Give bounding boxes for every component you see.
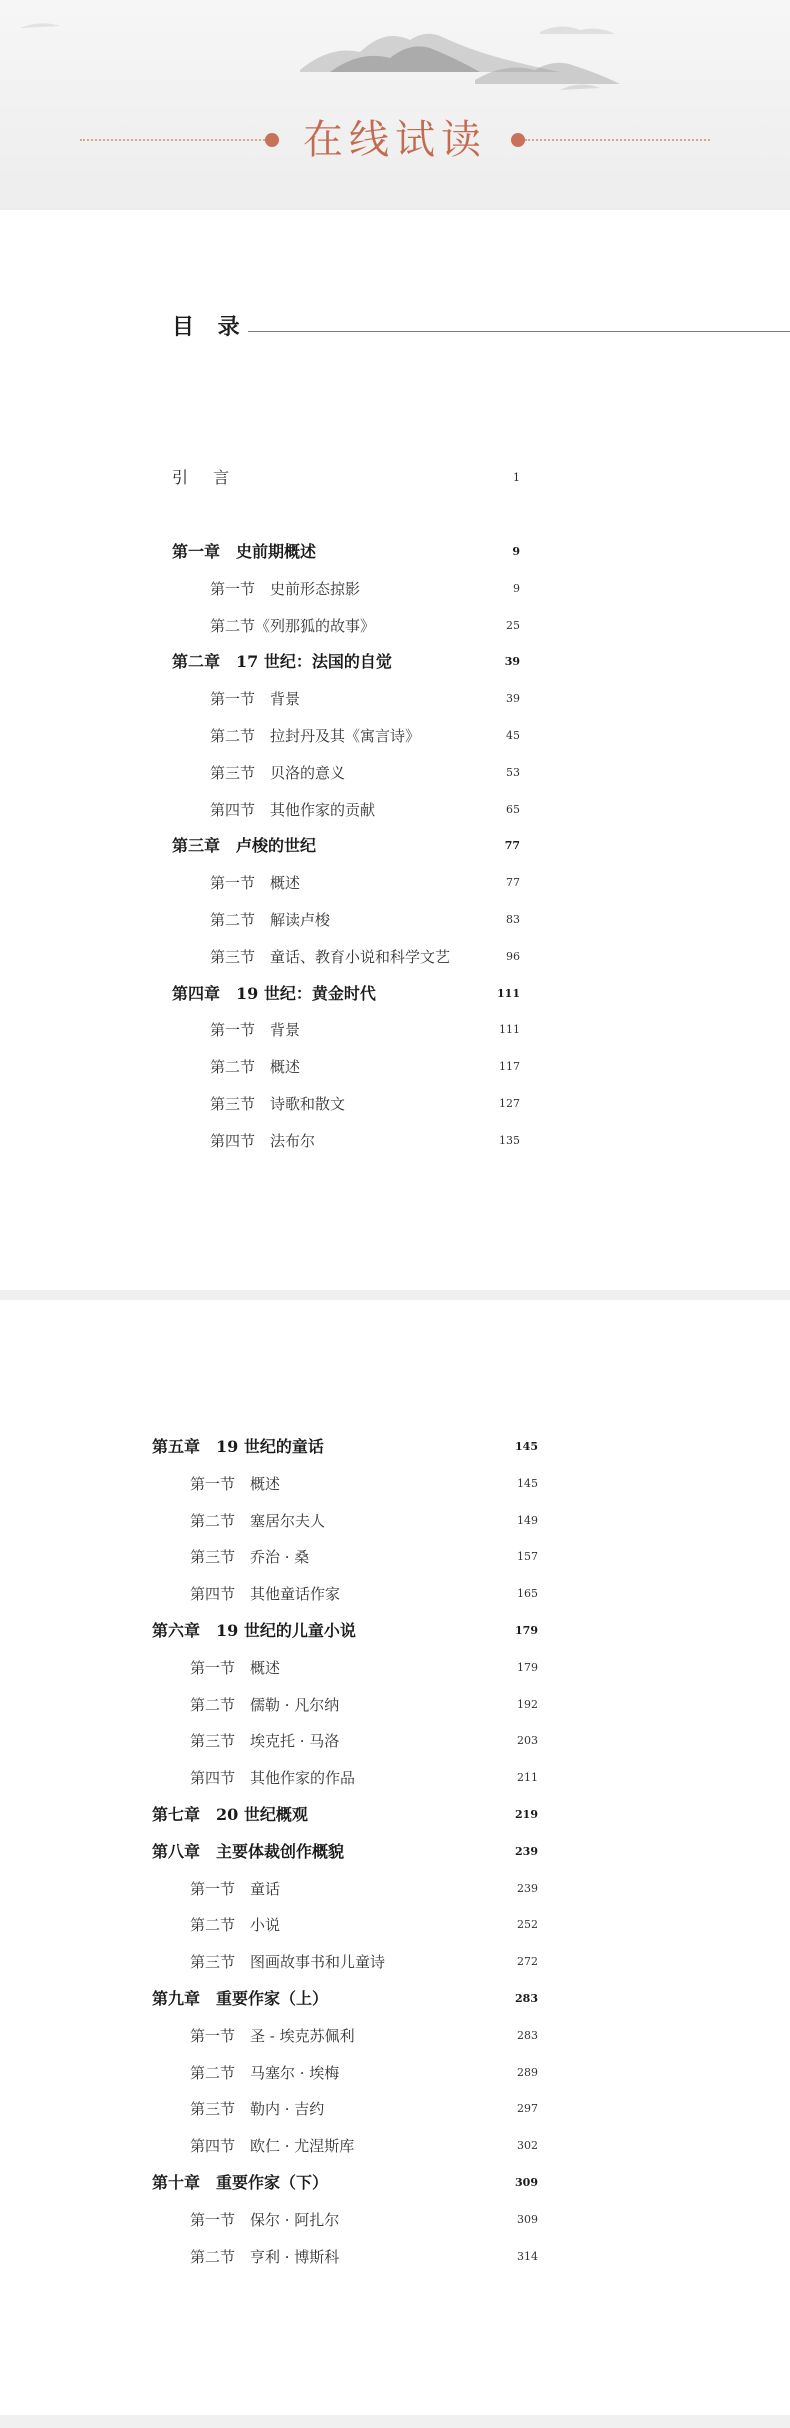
dot-ornament-right (511, 133, 525, 147)
toc-entry-page-number: 179 (515, 1624, 538, 1637)
toc-entry-title: 第一节 圣 - 埃克苏佩利 (190, 2026, 355, 2045)
toc-entry-page-number: 302 (517, 2139, 538, 2153)
toc-entry-title: 第一节 背景 (210, 1021, 301, 1040)
toc-entry-page-number: 219 (515, 1808, 538, 1821)
banner-title: 在线试读 (303, 117, 487, 163)
toc-entry-title: 第一节 保尔 · 阿扎尔 (190, 2210, 340, 2229)
toc-entry-page-number: 111 (499, 1023, 520, 1037)
toc-entry-page-number: 1 (513, 471, 520, 484)
toc-entry-title: 第四节 其他童话作家 (190, 1585, 341, 1604)
toc-entry-page-number: 145 (515, 1440, 538, 1453)
toc-entry-page-number: 117 (499, 1060, 520, 1074)
toc-entry-title: 第一节 概述 (190, 1474, 281, 1493)
toc-entry-page-number: 309 (517, 2212, 538, 2226)
toc-entry-page-number: 211 (517, 1771, 538, 1785)
toc-entry-title: 第三节 童话、教育小说和科学文艺 (210, 947, 451, 966)
toc-entry-title: 第五章 19 世纪的童话 (152, 1437, 324, 1456)
toc-entry-page-number: 192 (517, 1697, 538, 1711)
toc-entry-title: 第一节 概述 (210, 874, 301, 893)
mountain-ink-illustration (0, 0, 790, 110)
toc-entry-page-number: 149 (517, 1513, 538, 1527)
toc-entry-page-number: 9 (512, 545, 520, 558)
toc-entry-page-number: 53 (506, 765, 520, 779)
toc-list-page-1 (172, 210, 552, 1290)
toc-entry-title: 第四节 法布尔 (210, 1131, 316, 1150)
toc-entry-page-number: 272 (517, 1955, 538, 1969)
toc-entry-page-number: 239 (517, 1881, 538, 1895)
toc-entry-page-number: 83 (506, 913, 520, 926)
toc-entry-page-number: 25 (506, 618, 520, 632)
toc-entry-page-number: 203 (517, 1734, 538, 1748)
toc-entry-title: 第三节 贝洛的意义 (210, 763, 346, 782)
toc-entry-title: 第一节 史前形态掠影 (210, 579, 361, 598)
toc-entry-page-number: 297 (517, 2102, 538, 2116)
toc-entry-title: 第六章 19 世纪的儿童小说 (152, 1621, 356, 1640)
toc-entry-title: 第一章 史前期概述 (172, 542, 317, 561)
toc-entry-title: 第三节 埃克托 · 马洛 (190, 1732, 340, 1751)
toc-entry-title: 第一节 概述 (190, 1658, 281, 1677)
online-preview-banner (0, 0, 790, 210)
toc-entry-title: 第二章 17 世纪：法国的自觉 (172, 652, 392, 672)
toc-entry-title: 第一节 童话 (190, 1879, 281, 1898)
toc-heading: 目 录 (172, 314, 248, 340)
toc-entry-page-number: 289 (517, 2065, 538, 2079)
toc-entry-title: 第四节 欧仁 · 尤涅斯库 (190, 2137, 355, 2156)
toc-entry-page-number: 145 (517, 1476, 538, 1490)
toc-page-2 (0, 1300, 790, 2415)
toc-entry-title: 第二节 拉封丹及其《寓言诗》 (210, 727, 421, 745)
toc-entry-page-number: 77 (504, 839, 520, 853)
toc-page-1 (0, 210, 790, 1290)
toc-entry-title: 第七章 20 世纪概观 (152, 1805, 308, 1824)
toc-entry-page-number: 77 (506, 876, 520, 890)
toc-entry-page-number: 111 (497, 986, 520, 1000)
toc-entry-title: 第四节 其他作家的作品 (190, 1769, 356, 1788)
toc-entry-title: 第三节 图画故事书和儿童诗 (190, 1953, 386, 1972)
toc-entry-page-number: 96 (506, 949, 520, 963)
toc-entry-title: 第一节 背景 (210, 690, 301, 709)
dotted-divider-left (80, 139, 265, 141)
toc-entry-page-number: 135 (499, 1133, 520, 1147)
toc-entry-page-number: 157 (517, 1550, 538, 1564)
toc-entry-title: 第十章 重要作家（下） (152, 2173, 329, 2192)
toc-list-page-2 (152, 1300, 542, 2415)
toc-entry-page-number: 165 (517, 1587, 538, 1601)
banner-title-row (80, 110, 710, 170)
toc-entry-title: 第二节 概述 (210, 1058, 301, 1077)
toc-entry-title: 第八章 主要体裁创作概貌 (152, 1841, 345, 1861)
toc-entry-title: 第四节 其他作家的贡献 (210, 800, 376, 819)
dotted-divider-right (525, 139, 710, 141)
toc-entry-title: 第二节 解读卢梭 (210, 911, 331, 929)
toc-entry-page-number: 309 (515, 2176, 538, 2189)
toc-entry-page-number: 179 (517, 1660, 538, 1674)
toc-entry-title: 第二节 马塞尔 · 埃梅 (190, 2063, 340, 2082)
toc-entry-title: 引 言 (172, 468, 240, 487)
toc-entry-page-number: 39 (504, 655, 520, 669)
toc-entry-title: 第二节《列那狐的故事》 (210, 616, 376, 635)
toc-entry-title: 第二节 小说 (190, 1916, 281, 1935)
toc-entry-title: 第二节 塞居尔夫人 (190, 1511, 326, 1530)
toc-entry-page-number: 127 (499, 1097, 520, 1110)
toc-entry-page-number: 314 (517, 2249, 538, 2263)
toc-entry-page-number: 283 (517, 2028, 538, 2042)
toc-entry-page-number: 9 (513, 581, 520, 595)
toc-entry-title: 第四章 19 世纪：黄金时代 (172, 983, 376, 1003)
toc-entry-title: 第三章 卢梭的世纪 (172, 836, 317, 856)
toc-entry-page-number: 45 (506, 729, 520, 742)
toc-entry-title: 第二节 儒勒 · 凡尔纳 (190, 1695, 340, 1714)
toc-entry-page-number: 252 (517, 1918, 538, 1932)
toc-entry-title: 第三节 勒内 · 吉约 (190, 2100, 325, 2119)
toc-entry-title: 第九章 重要作家（上） (152, 1989, 329, 2008)
toc-entry-page-number: 39 (506, 692, 520, 706)
toc-entry-page-number: 239 (515, 1844, 538, 1858)
toc-entry-title: 第三节 诗歌和散文 (210, 1095, 346, 1113)
toc-entry-page-number: 65 (506, 802, 520, 816)
toc-entry-title: 第三节 乔治 · 桑 (190, 1548, 310, 1567)
toc-entry-page-number: 283 (515, 1992, 538, 2005)
toc-entry-title: 第二节 亨利 · 博斯科 (190, 2247, 340, 2266)
dot-ornament-left (265, 133, 279, 147)
